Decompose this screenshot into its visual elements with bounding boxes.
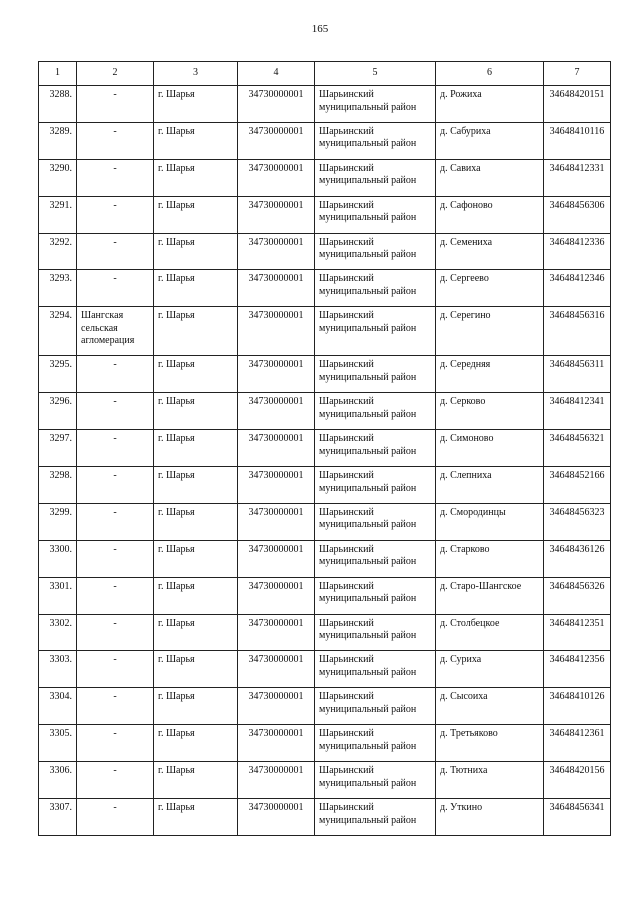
oktmo-city-cell: 34730000001 <box>238 430 315 467</box>
header-cell: 1 <box>39 62 77 86</box>
city-cell: г. Шарья <box>154 356 238 393</box>
city-cell: г. Шарья <box>154 725 238 762</box>
oktmo-settlement-cell: 34648456326 <box>544 577 611 614</box>
row-number-cell: 3290. <box>39 159 77 196</box>
city-cell: г. Шарья <box>154 503 238 540</box>
district-cell: Шарьинский муниципальный район <box>315 799 436 836</box>
agglomeration-cell: - <box>77 430 154 467</box>
settlement-cell: д. Смородинцы <box>436 503 544 540</box>
district-cell: Шарьинский муниципальный район <box>315 467 436 504</box>
row-number-cell: 3297. <box>39 430 77 467</box>
city-cell: г. Шарья <box>154 270 238 307</box>
district-cell: Шарьинский муниципальный район <box>315 356 436 393</box>
agglomeration-cell: - <box>77 233 154 270</box>
city-cell: г. Шарья <box>154 430 238 467</box>
settlement-cell: д. Симоново <box>436 430 544 467</box>
oktmo-city-cell: 34730000001 <box>238 540 315 577</box>
settlement-cell: д. Середняя <box>436 356 544 393</box>
agglomeration-cell: - <box>77 503 154 540</box>
district-cell: Шарьинский муниципальный район <box>315 196 436 233</box>
city-cell: г. Шарья <box>154 122 238 159</box>
oktmo-city-cell: 34730000001 <box>238 307 315 356</box>
city-cell: г. Шарья <box>154 651 238 688</box>
row-number-cell: 3301. <box>39 577 77 614</box>
agglomeration-cell: - <box>77 799 154 836</box>
agglomeration-cell: - <box>77 356 154 393</box>
row-number-cell: 3302. <box>39 614 77 651</box>
oktmo-city-cell: 34730000001 <box>238 503 315 540</box>
agglomeration-cell: - <box>77 540 154 577</box>
table-row <box>39 86 611 123</box>
oktmo-city-cell: 34730000001 <box>238 196 315 233</box>
header-cell: 6 <box>436 62 544 86</box>
table-row <box>39 725 611 762</box>
city-cell: г. Шарья <box>154 540 238 577</box>
row-number-cell: 3303. <box>39 651 77 688</box>
table-row <box>39 270 611 307</box>
registry-table <box>38 61 611 836</box>
district-cell: Шарьинский муниципальный район <box>315 688 436 725</box>
table-row <box>39 688 611 725</box>
row-number-cell: 3295. <box>39 356 77 393</box>
oktmo-settlement-cell: 34648456323 <box>544 503 611 540</box>
settlement-cell: д. Старково <box>436 540 544 577</box>
district-cell: Шарьинский муниципальный район <box>315 725 436 762</box>
oktmo-city-cell: 34730000001 <box>238 122 315 159</box>
oktmo-settlement-cell: 34648412336 <box>544 233 611 270</box>
row-number-cell: 3293. <box>39 270 77 307</box>
row-number-cell: 3296. <box>39 393 77 430</box>
header-cell: 3 <box>154 62 238 86</box>
agglomeration-cell: - <box>77 86 154 123</box>
settlement-cell: д. Сысоиха <box>436 688 544 725</box>
row-number-cell: 3299. <box>39 503 77 540</box>
table-row <box>39 307 611 356</box>
oktmo-settlement-cell: 34648412351 <box>544 614 611 651</box>
oktmo-settlement-cell: 34648456321 <box>544 430 611 467</box>
district-cell: Шарьинский муниципальный район <box>315 86 436 123</box>
oktmo-settlement-cell: 34648420151 <box>544 86 611 123</box>
settlement-cell: д. Сафоново <box>436 196 544 233</box>
row-number-cell: 3307. <box>39 799 77 836</box>
city-cell: г. Шарья <box>154 307 238 356</box>
settlement-cell: д. Столбецкое <box>436 614 544 651</box>
oktmo-settlement-cell: 34648420156 <box>544 762 611 799</box>
row-number-cell: 3304. <box>39 688 77 725</box>
agglomeration-cell: - <box>77 159 154 196</box>
agglomeration-cell: - <box>77 122 154 159</box>
oktmo-settlement-cell: 34648456306 <box>544 196 611 233</box>
table-row <box>39 614 611 651</box>
district-cell: Шарьинский муниципальный район <box>315 307 436 356</box>
page-number: 165 <box>311 23 329 35</box>
table-row <box>39 651 611 688</box>
district-cell: Шарьинский муниципальный район <box>315 614 436 651</box>
oktmo-settlement-cell: 34648452166 <box>544 467 611 504</box>
table-row <box>39 393 611 430</box>
agglomeration-cell: - <box>77 614 154 651</box>
row-number-cell: 3305. <box>39 725 77 762</box>
row-number-cell: 3291. <box>39 196 77 233</box>
settlement-cell: д. Третьяково <box>436 725 544 762</box>
district-cell: Шарьинский муниципальный район <box>315 233 436 270</box>
oktmo-settlement-cell: 34648456311 <box>544 356 611 393</box>
oktmo-settlement-cell: 34648412346 <box>544 270 611 307</box>
table-row <box>39 233 611 270</box>
oktmo-city-cell: 34730000001 <box>238 270 315 307</box>
oktmo-city-cell: 34730000001 <box>238 159 315 196</box>
table-header-row <box>39 62 611 86</box>
table-row <box>39 122 611 159</box>
settlement-cell: д. Сергеево <box>436 270 544 307</box>
district-cell: Шарьинский муниципальный район <box>315 503 436 540</box>
header-cell: 4 <box>238 62 315 86</box>
oktmo-settlement-cell: 34648412331 <box>544 159 611 196</box>
row-number-cell: 3294. <box>39 307 77 356</box>
agglomeration-cell: - <box>77 651 154 688</box>
city-cell: г. Шарья <box>154 467 238 504</box>
table-row <box>39 356 611 393</box>
city-cell: г. Шарья <box>154 159 238 196</box>
oktmo-city-cell: 34730000001 <box>238 651 315 688</box>
oktmo-settlement-cell: 34648456316 <box>544 307 611 356</box>
agglomeration-cell: Шангская сельская агломерация <box>77 307 154 356</box>
oktmo-settlement-cell: 34648456341 <box>544 799 611 836</box>
city-cell: г. Шарья <box>154 762 238 799</box>
table-row <box>39 762 611 799</box>
city-cell: г. Шарья <box>154 196 238 233</box>
oktmo-city-cell: 34730000001 <box>238 762 315 799</box>
district-cell: Шарьинский муниципальный район <box>315 540 436 577</box>
table-row <box>39 577 611 614</box>
district-cell: Шарьинский муниципальный район <box>315 430 436 467</box>
city-cell: г. Шарья <box>154 233 238 270</box>
city-cell: г. Шарья <box>154 614 238 651</box>
table-row <box>39 196 611 233</box>
table-row <box>39 159 611 196</box>
table-row <box>39 799 611 836</box>
oktmo-city-cell: 34730000001 <box>238 356 315 393</box>
table-row <box>39 430 611 467</box>
agglomeration-cell: - <box>77 762 154 799</box>
district-cell: Шарьинский муниципальный район <box>315 159 436 196</box>
city-cell: г. Шарья <box>154 86 238 123</box>
oktmo-settlement-cell: 34648436126 <box>544 540 611 577</box>
header-cell: 2 <box>77 62 154 86</box>
settlement-cell: д. Серегино <box>436 307 544 356</box>
row-number-cell: 3289. <box>39 122 77 159</box>
row-number-cell: 3288. <box>39 86 77 123</box>
agglomeration-cell: - <box>77 393 154 430</box>
agglomeration-cell: - <box>77 725 154 762</box>
header-cell: 5 <box>315 62 436 86</box>
settlement-cell: д. Рожиха <box>436 86 544 123</box>
row-number-cell: 3306. <box>39 762 77 799</box>
settlement-cell: д. Уткино <box>436 799 544 836</box>
oktmo-settlement-cell: 34648410126 <box>544 688 611 725</box>
district-cell: Шарьинский муниципальный район <box>315 270 436 307</box>
settlement-cell: д. Суриха <box>436 651 544 688</box>
oktmo-city-cell: 34730000001 <box>238 393 315 430</box>
table-row <box>39 467 611 504</box>
district-cell: Шарьинский муниципальный район <box>315 651 436 688</box>
city-cell: г. Шарья <box>154 688 238 725</box>
settlement-cell: д. Тютниха <box>436 762 544 799</box>
agglomeration-cell: - <box>77 577 154 614</box>
oktmo-settlement-cell: 34648412361 <box>544 725 611 762</box>
oktmo-city-cell: 34730000001 <box>238 467 315 504</box>
district-cell: Шарьинский муниципальный район <box>315 577 436 614</box>
row-number-cell: 3292. <box>39 233 77 270</box>
settlement-cell: д. Старо-Шангское <box>436 577 544 614</box>
oktmo-city-cell: 34730000001 <box>238 688 315 725</box>
settlement-cell: д. Слепниха <box>436 467 544 504</box>
row-number-cell: 3300. <box>39 540 77 577</box>
oktmo-city-cell: 34730000001 <box>238 577 315 614</box>
settlement-cell: д. Сабуриха <box>436 122 544 159</box>
oktmo-settlement-cell: 34648410116 <box>544 122 611 159</box>
oktmo-city-cell: 34730000001 <box>238 725 315 762</box>
table-row <box>39 540 611 577</box>
agglomeration-cell: - <box>77 688 154 725</box>
agglomeration-cell: - <box>77 196 154 233</box>
agglomeration-cell: - <box>77 270 154 307</box>
row-number-cell: 3298. <box>39 467 77 504</box>
district-cell: Шарьинский муниципальный район <box>315 122 436 159</box>
district-cell: Шарьинский муниципальный район <box>315 762 436 799</box>
table-row <box>39 503 611 540</box>
oktmo-city-cell: 34730000001 <box>238 233 315 270</box>
settlement-cell: д. Семениха <box>436 233 544 270</box>
city-cell: г. Шарья <box>154 393 238 430</box>
oktmo-settlement-cell: 34648412356 <box>544 651 611 688</box>
agglomeration-cell: - <box>77 467 154 504</box>
oktmo-city-cell: 34730000001 <box>238 614 315 651</box>
city-cell: г. Шарья <box>154 577 238 614</box>
district-cell: Шарьинский муниципальный район <box>315 393 436 430</box>
settlement-cell: д. Савиха <box>436 159 544 196</box>
oktmo-city-cell: 34730000001 <box>238 86 315 123</box>
city-cell: г. Шарья <box>154 799 238 836</box>
oktmo-city-cell: 34730000001 <box>238 799 315 836</box>
oktmo-settlement-cell: 34648412341 <box>544 393 611 430</box>
settlement-cell: д. Серково <box>436 393 544 430</box>
header-cell: 7 <box>544 62 611 86</box>
